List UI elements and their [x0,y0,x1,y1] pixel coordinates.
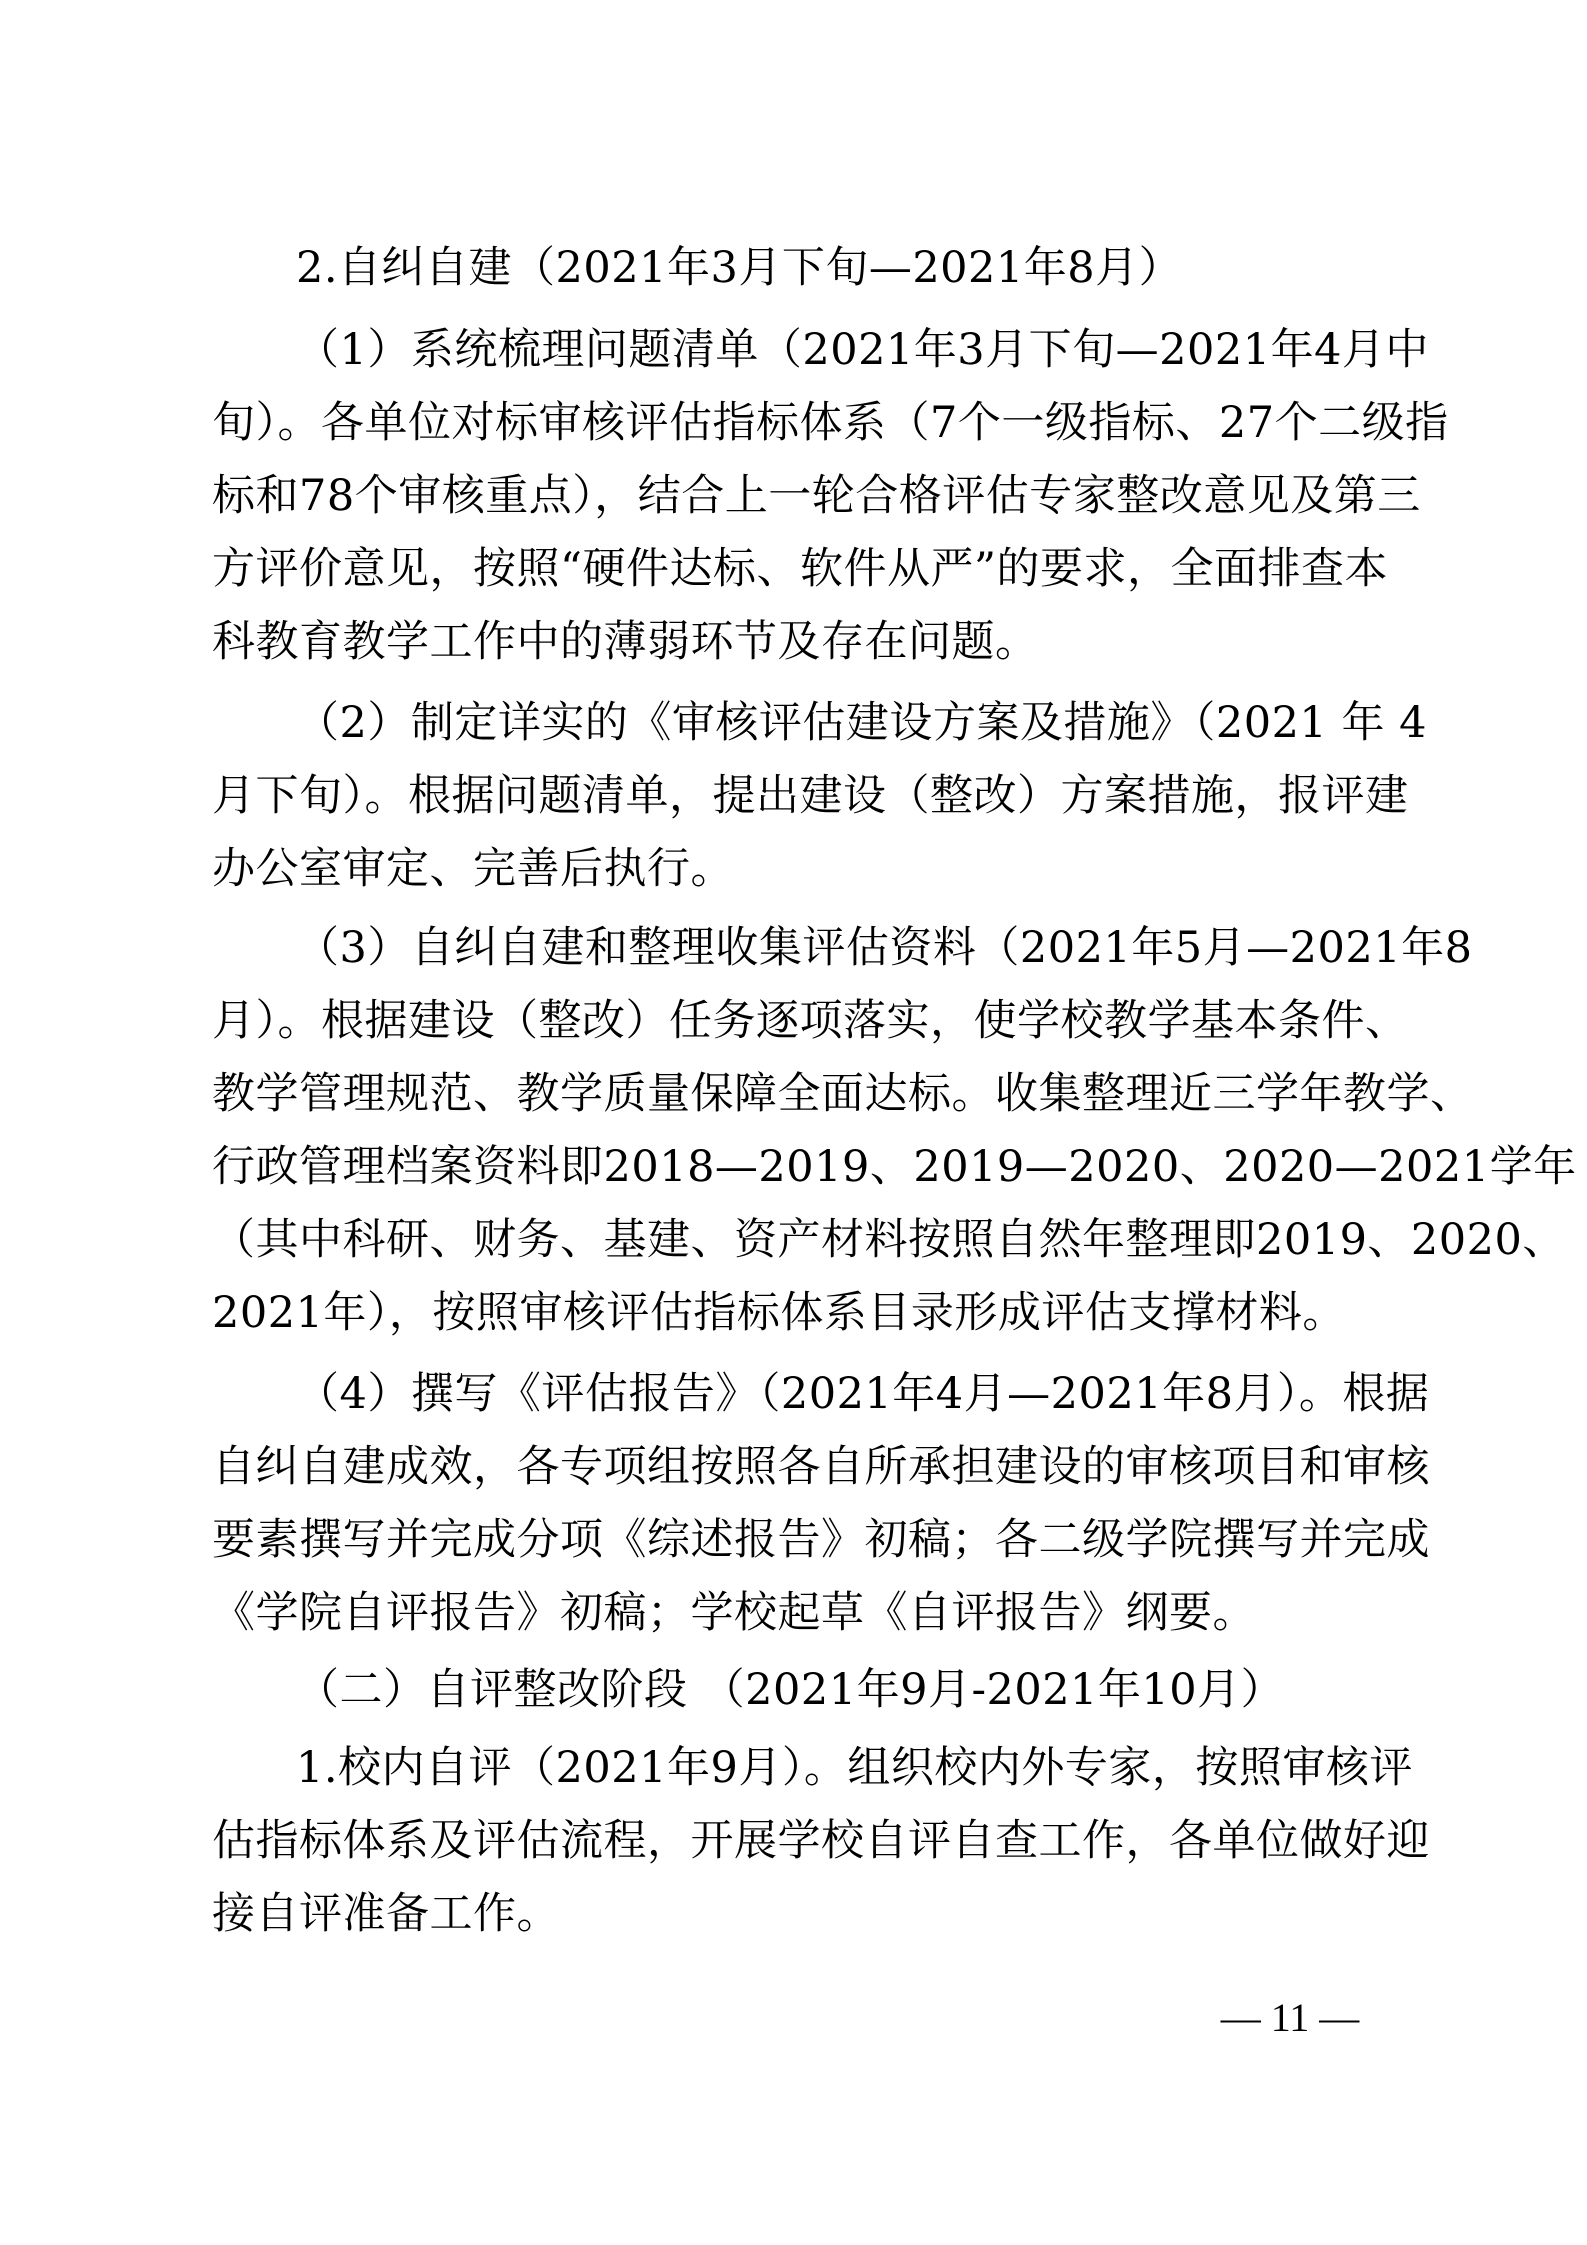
paragraph-line: （2）制定详实的《审核评估建设方案及措施》（2021 年 4 [296,698,1427,748]
paragraph-line: 自纠自建成效，各专项组按照各自所承担建设的审核项目和审核 [212,1442,1430,1492]
paragraph-line: （3）自纠自建和整理收集评估资料（2021年5月—2021年8 [296,923,1473,973]
paragraph-line: （1）系统梳理问题清单（2021年3月下旬—2021年4月中 [296,325,1429,375]
paragraph-line: 方评价意见，按照“硬件达标、软件从严”的要求，全面排查本 [212,544,1388,594]
paragraph-line: （4）撰写《评估报告》（2021年4月—2021年8月）。根据 [296,1369,1430,1419]
section-heading-self-evaluation: （二）自评整改阶段 （2021年9月-2021年10月） [296,1665,1285,1715]
paragraph-line: 估指标体系及评估流程，开展学校自评自查工作，各单位做好迎 [212,1816,1430,1866]
paragraph-line: 接自评准备工作。 [212,1889,560,1939]
paragraph-line: （其中科研、财务、基建、资产材料按照自然年整理即2019、2020、 [212,1215,1566,1265]
paragraph-line: 要素撰写并完成分项《综述报告》初稿；各二级学院撰写并完成 [212,1515,1430,1565]
paragraph-line: 《学院自评报告》初稿；学校起草《自评报告》纲要。 [212,1588,1256,1638]
paragraph-line: 教学管理规范、教学质量保障全面达标。收集整理近三学年教学、 [212,1069,1474,1119]
paragraph-line: 2021年），按照审核评估指标体系目录形成评估支撑材料。 [212,1288,1346,1338]
paragraph-line: 月）。根据建设（整改）任务逐项落实，使学校教学基本条件、 [212,996,1409,1046]
paragraph-line: 行政管理档案资料即2018—2019、2019—2020、2020—2021学年 [212,1142,1577,1192]
page-number: — 11 — [1220,1995,1360,2040]
section-heading-self-correction: 2.自纠自建（2021年3月下旬—2021年8月） [296,243,1183,293]
paragraph-line: 标和78个审核重点），结合上一轮合格评估专家整改意见及第三 [212,471,1421,521]
paragraph-line: 旬）。各单位对标审核评估指标体系（7个一级指标、27个二级指 [212,398,1449,448]
paragraph-line: 科教育教学工作中的薄弱环节及存在问题。 [212,617,1039,667]
paragraph-line: 月下旬）。根据问题清单，提出建设（整改）方案措施，报评建 [212,771,1409,821]
paragraph-line: 办公室审定、完善后执行。 [212,844,734,894]
paragraph-line: 1.校内自评（2021年9月）。组织校内外专家，按照审核评 [296,1743,1413,1793]
